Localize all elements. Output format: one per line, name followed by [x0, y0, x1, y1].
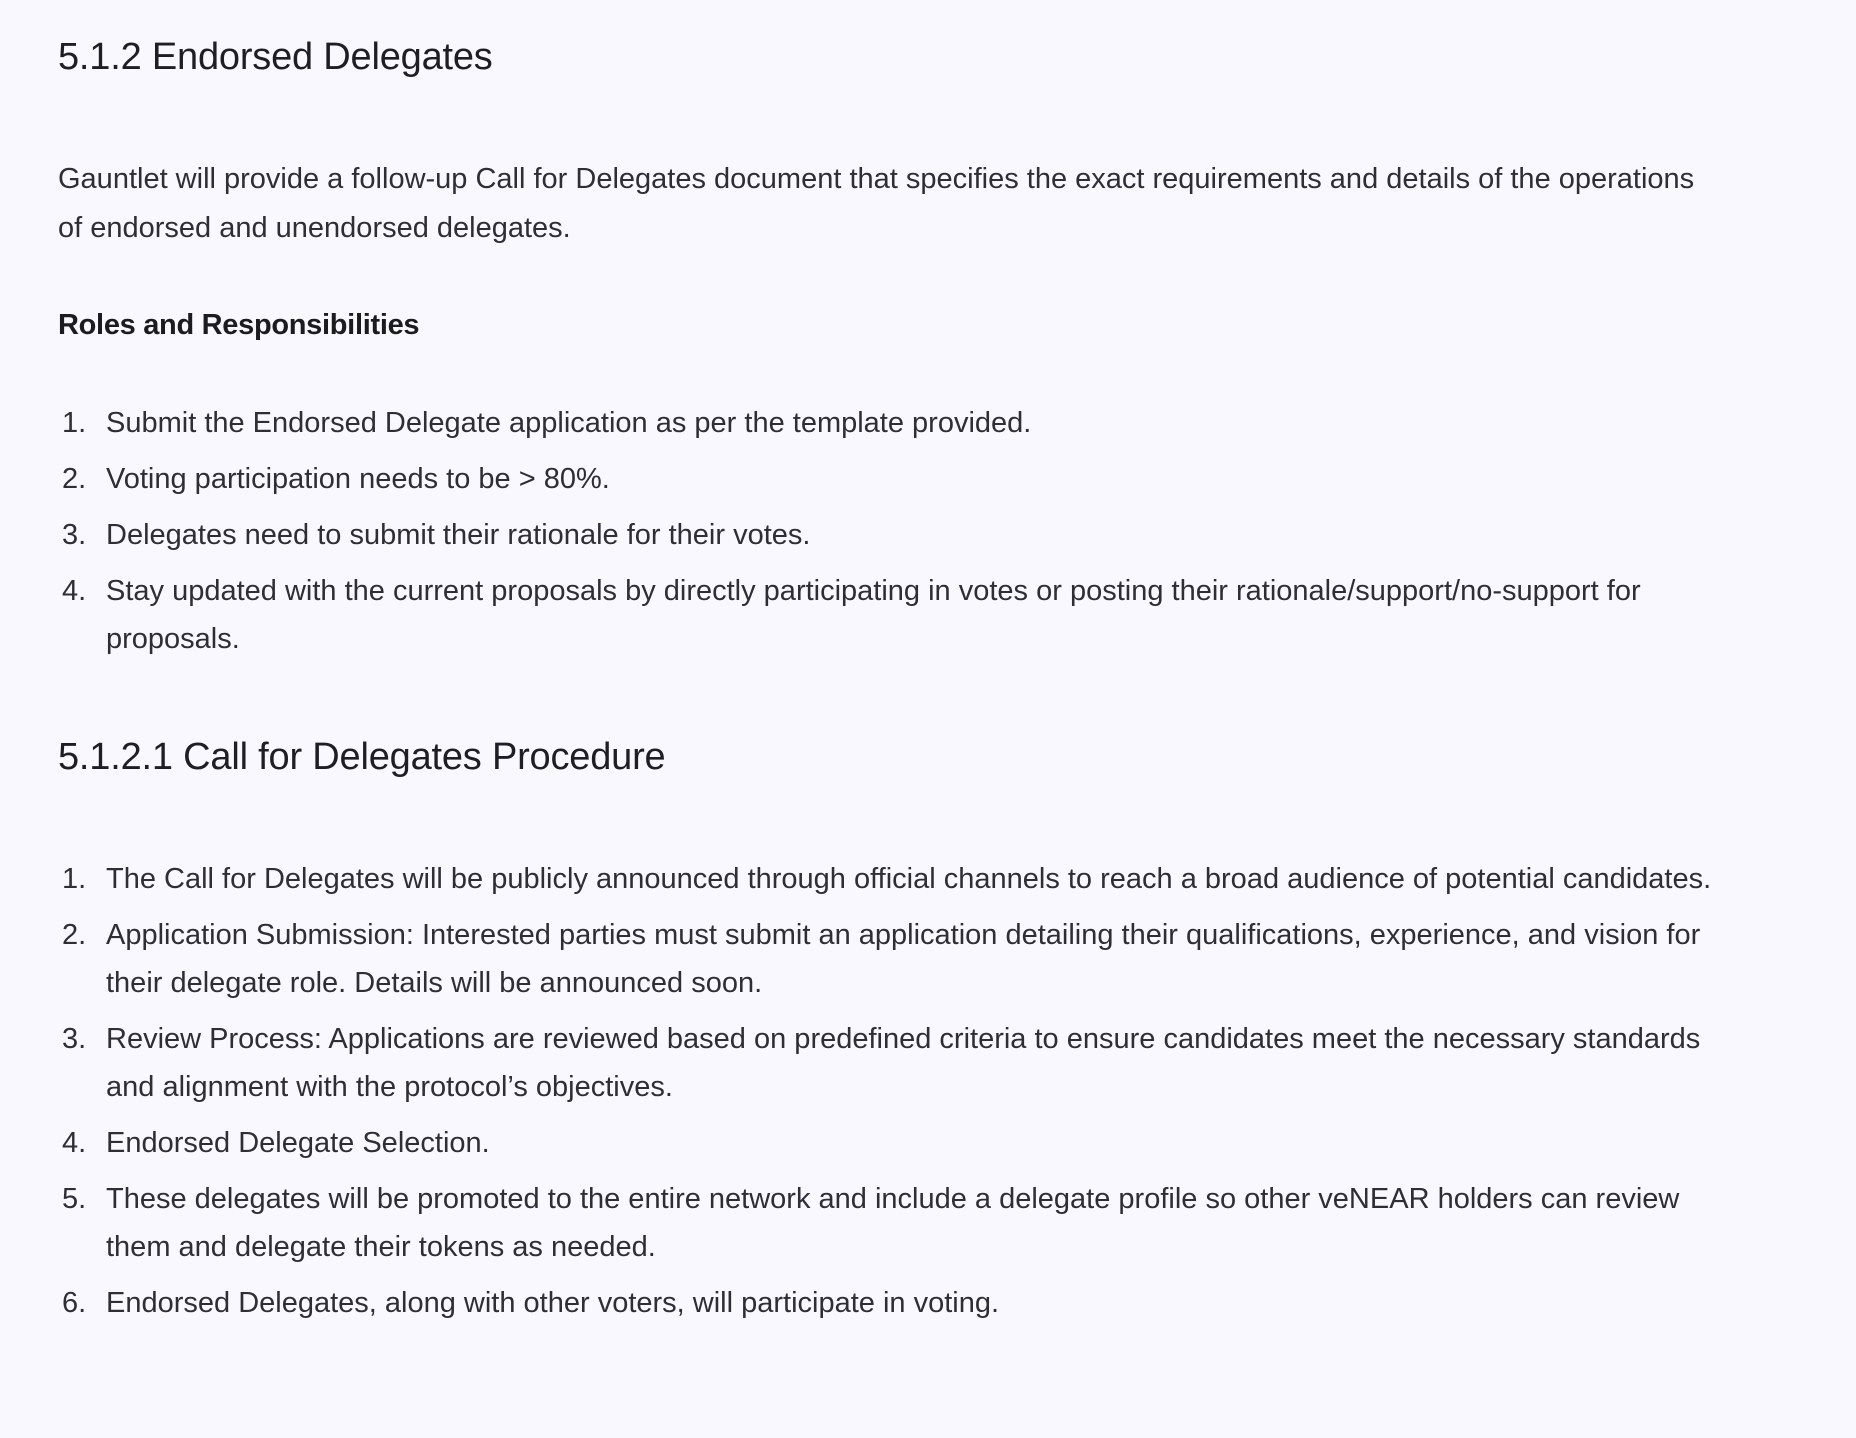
list-item	[58, 399, 1718, 447]
intro-paragraph: Gauntlet will provide a follow-up Call for Delegates document that specifies the exact requirements and details of the operations of endorsed and unendorsed delegates.	[58, 163, 1695, 244]
list-item-number: 2.	[62, 919, 87, 951]
list-item-number: 6.	[62, 1287, 87, 1319]
list-item-number: 1.	[62, 407, 87, 439]
list-item-text: Application Submission: Interested parties must submit an application detailing their qualifications, experience, and vision for their delegate role. Details will be announced soon.	[106, 919, 1701, 999]
list-item	[58, 1119, 1718, 1167]
roles-list	[58, 399, 1718, 671]
list-item-number: 4.	[62, 1127, 87, 1159]
list-item-text: Voting participation needs to be > 80%.	[106, 463, 610, 495]
procedure-list	[58, 855, 1718, 1335]
list-item-text: Stay updated with the current proposals by directly participating in votes or posting their rationale/support/no-support for proposals.	[106, 575, 1641, 655]
list-item	[58, 567, 1718, 663]
list-item-number: 2.	[62, 463, 87, 495]
roles-heading: Roles and Responsibilities	[58, 309, 420, 341]
list-item	[58, 855, 1718, 903]
list-item-number: 3.	[62, 1023, 87, 1055]
list-item-text: Endorsed Delegate Selection.	[106, 1127, 490, 1159]
list-item-number: 4.	[62, 575, 87, 607]
list-item	[58, 1015, 1718, 1111]
list-item-number: 1.	[62, 863, 87, 895]
section-heading-call-for-delegates: 5.1.2.1 Call for Delegates Procedure	[58, 736, 666, 778]
list-item-text: Submit the Endorsed Delegate application as per the template provided.	[106, 407, 1032, 439]
list-item-number: 5.	[62, 1183, 87, 1215]
list-item	[58, 1279, 1718, 1327]
list-item	[58, 1175, 1718, 1271]
list-item-text: Delegates need to submit their rationale for their votes.	[106, 519, 811, 551]
list-item-number: 3.	[62, 519, 87, 551]
list-item-text: Review Process: Applications are reviewed based on predefined criteria to ensure candidates meet the necessary standards and alignment with the protocol’s objectives.	[106, 1023, 1701, 1103]
list-item-text: These delegates will be promoted to the entire network and include a delegate profile so other veNEAR holders can review them and delegate their tokens as needed.	[106, 1183, 1680, 1263]
section-heading-endorsed-delegates: 5.1.2 Endorsed Delegates	[58, 36, 493, 78]
list-item	[58, 911, 1718, 1007]
list-item	[58, 455, 1718, 503]
list-item	[58, 511, 1718, 559]
list-item-text: Endorsed Delegates, along with other voters, will participate in voting.	[106, 1287, 1000, 1319]
list-item-text: The Call for Delegates will be publicly announced through official channels to reach a broad audience of potential candidates.	[106, 863, 1712, 895]
